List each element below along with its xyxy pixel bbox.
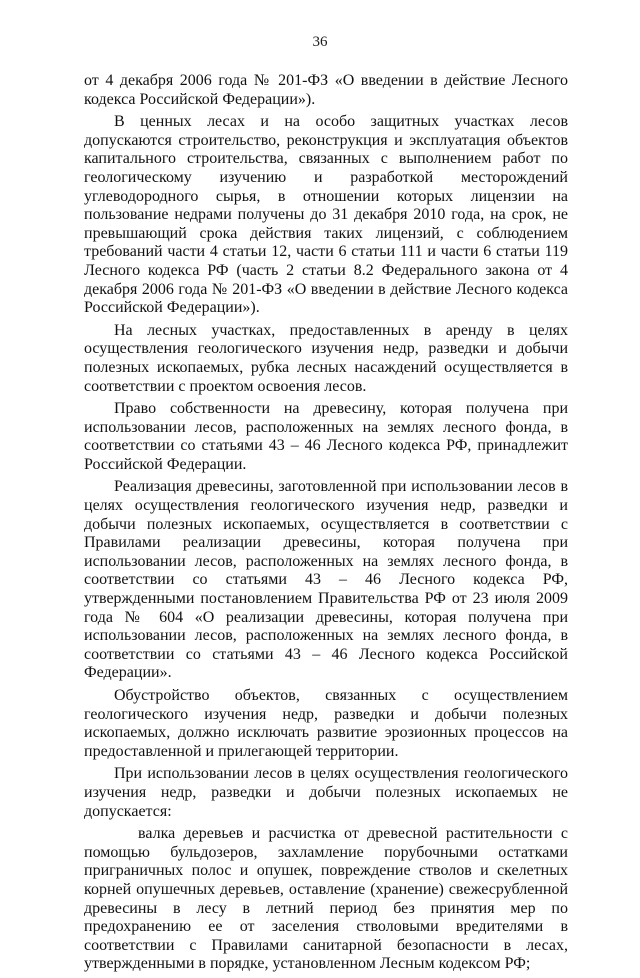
document-body [84,72,568,978]
paragraph-site-arrangement: Обустройство объектов, связанных с осуществлением геологического изучения недр, разведки и добычи полезных ископаемых, должно исключать развитие эрозионных процессов на предоставленной и прилегающей территории. [84,687,568,760]
page-number: 36 [312,34,328,50]
paragraph-prohibitions-intro: При использовании лесов в целях осуществления геологического изучения недр, разведки и добычи полезных ископаемых не допускается: [84,765,568,820]
paragraph-valuable-forests: В ценных лесах и на особо защитных участках лесов допускаются строительство, реконструкция и эксплуатация объектов капитального строительства, связанных с выполнением работ по геологическому изучению и разработкой месторождений углеводородного сырья, в отношении которых лицензии на пользование недрами получены до 31 декабря 2010 года, на срок, не превышающий срока действия таких лицензий, с соблюдением требований части 4 статьи 12, части 6 статьи 111 и части 6 статьи 119 Лесного кодекса РФ (часть 2 статьи 8.2 Федерального закона от 4 декабря 2006 года № 201-ФЗ «О введении в действие Лесного кодекса Российской Федерации»). [84,113,568,317]
paragraph-continuation: от 4 декабря 2006 года № 201-ФЗ «О введении в действие Лесного кодекса Российской Федерации»). [84,72,568,108]
paragraph-prohibition-item: валка деревьев и расчистка от древесной растительности с помощью бульдозеров, захламление порубочными остатками приграничных полос и опушек, повреждение стволов и скелетных корней опушечных деревьев, оставление (хранение) свежесрубленной древесины в лесу в летний период без принятия мер по предохранению ее от заселения стволовыми вредителями в соответствии с Правилами санитарной безопасности в лесах, утвержденными в порядке, установленном Лесным кодексом РФ; [84,825,568,973]
paragraph-timber-ownership: Право собственности на древесину, которая получена при использовании лесов, расположенных на землях лесного фонда, в соответствии со статьями 43 – 46 Лесного кодекса РФ, принадлежит Российской Федерации. [84,400,568,473]
paragraph-leased-plots: На лесных участках, предоставленных в аренду в целях осуществления геологического изучения недр, разведки и добычи полезных ископаемых, рубка лесных насаждений осуществляется в соответствии с проектом освоения лесов. [84,321,568,395]
paragraph-timber-sale: Реализация древесины, заготовленной при использовании лесов в целях осуществления геологического изучения недр, разведки и добычи полезных ископаемых, осуществляется в соответствии с Правилами реализации древесины, которая получена при использовании лесов, расположенных на землях лесного фонда, в соответствии со статьями 43 – 46 Лесного кодекса РФ, утвержденными постановлением Правительства РФ от 23 июля 2009 года № 604 «О реализации древесины, которая получена при использовании лесов, расположенных на землях лесного фонда, в соответствии со статьями 43 – 46 Лесного кодекса Российской Федерации». [84,478,568,682]
